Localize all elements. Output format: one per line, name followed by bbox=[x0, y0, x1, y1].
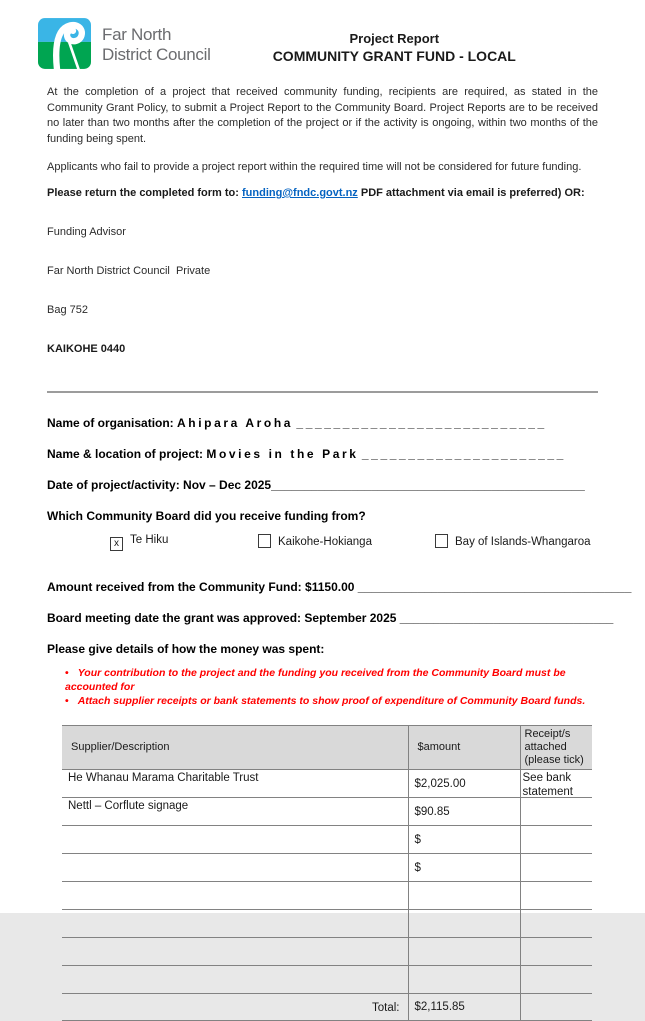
project-label: Name & location of project: bbox=[47, 447, 204, 461]
supplier-cell[interactable] bbox=[62, 938, 408, 966]
fndc-logo bbox=[38, 18, 211, 69]
amount-value[interactable]: $1150.00 bbox=[305, 580, 355, 594]
board-meeting-field bbox=[47, 611, 614, 626]
table-row bbox=[62, 798, 592, 826]
section-divider bbox=[47, 391, 598, 393]
amount-cell[interactable] bbox=[408, 966, 520, 994]
return-label: Please return the completed form to: bbox=[47, 187, 239, 199]
te-hiku-checkbox[interactable]: x bbox=[110, 537, 123, 551]
address-line-4: KAIKOHE 0440 bbox=[47, 343, 126, 355]
project-field bbox=[47, 447, 598, 462]
warning-paragraph: Applicants who fail to provide a project report within the required time will not be considered for future funding. bbox=[47, 161, 582, 173]
address-line-1: Funding Advisor bbox=[47, 226, 126, 238]
bay-of-islands-checkbox[interactable] bbox=[435, 534, 448, 548]
supplier-cell[interactable]: He Whanau Marama Charitable Trust bbox=[62, 770, 408, 798]
receipt-cell[interactable] bbox=[520, 826, 592, 854]
supplier-cell[interactable] bbox=[62, 966, 408, 994]
table-row bbox=[62, 882, 592, 910]
option-te-hiku bbox=[110, 534, 168, 551]
form-fields bbox=[47, 416, 632, 708]
amount-blank-line: _________________________________________ bbox=[357, 580, 632, 594]
kaikohe-hokianga-label: Kaikohe-Hokianga bbox=[278, 536, 372, 548]
board-meeting-blank-line: ________________________________ bbox=[399, 611, 614, 625]
total-value: $2,115.85 bbox=[408, 994, 520, 1021]
receipt-cell[interactable] bbox=[520, 882, 592, 910]
table-row bbox=[62, 854, 592, 882]
date-blank-line: _______________________________________________ bbox=[271, 478, 585, 492]
supplier-cell[interactable] bbox=[62, 826, 408, 854]
total-receipt-cell bbox=[520, 994, 592, 1021]
table-row bbox=[62, 910, 592, 938]
receipt-cell[interactable] bbox=[520, 910, 592, 938]
supplier-cell[interactable] bbox=[62, 882, 408, 910]
header-amount: $amount bbox=[408, 726, 520, 770]
community-board-options bbox=[47, 534, 598, 556]
amount-cell[interactable]: $2,025.00 bbox=[408, 770, 520, 798]
amount-field bbox=[47, 580, 632, 595]
amount-cell[interactable] bbox=[408, 910, 520, 938]
organisation-field bbox=[47, 416, 598, 431]
receipt-cell[interactable] bbox=[520, 854, 592, 882]
fndc-logo-text bbox=[102, 18, 211, 65]
date-field bbox=[47, 478, 598, 493]
table-row bbox=[62, 826, 592, 854]
supplier-cell[interactable]: Nettl – Corflute signage bbox=[62, 798, 408, 826]
option-bay-of-islands bbox=[435, 534, 591, 548]
receipt-cell[interactable] bbox=[520, 966, 592, 994]
amount-cell[interactable]: $ bbox=[408, 854, 520, 882]
address-line-2: Far North District Council Private bbox=[47, 265, 211, 277]
fund-title: COMMUNITY GRANT FUND - LOCAL bbox=[272, 48, 516, 64]
page-header bbox=[38, 18, 598, 69]
receipt-cell[interactable] bbox=[520, 798, 592, 826]
board-meeting-value[interactable]: September 2025 bbox=[304, 611, 397, 625]
funding-email-link[interactable]: funding@fndc.govt.nz bbox=[242, 187, 358, 199]
project-value[interactable]: Movies in the Park bbox=[206, 447, 359, 461]
expenditure-table bbox=[62, 725, 592, 1021]
bay-of-islands-label: Bay of Islands-Whangaroa bbox=[455, 536, 591, 548]
document-title bbox=[211, 18, 598, 64]
table-header-row bbox=[62, 726, 592, 770]
option-kaikohe-hokianga bbox=[258, 534, 372, 548]
fndc-koru-icon bbox=[38, 18, 91, 69]
total-label: Total: bbox=[62, 994, 408, 1021]
project-blank-line: ______________________ bbox=[361, 447, 566, 461]
date-label: Date of project/activity: bbox=[47, 478, 180, 492]
note-item: • Attach supplier receipts or bank statements to show proof of expenditure of Community Board funds. bbox=[65, 694, 598, 708]
return-suffix: PDF attachment via email is preferred) OR: bbox=[360, 187, 585, 199]
details-heading: Please give details of how the money was spent: bbox=[47, 642, 325, 656]
address-line-3: Bag 752 bbox=[47, 304, 88, 316]
header-receipt: Receipt/s attached (please tick) bbox=[520, 726, 592, 770]
postal-address bbox=[47, 200, 598, 382]
logo-line1: Far North bbox=[102, 25, 172, 44]
supplier-cell[interactable] bbox=[62, 854, 408, 882]
receipt-cell[interactable]: See bank statement bbox=[520, 770, 592, 798]
note-item: • Your contribution to the project and the funding you received from the Community Board must be accounted for bbox=[65, 666, 598, 694]
kaikohe-hokianga-checkbox[interactable] bbox=[258, 534, 271, 548]
logo-line2: District Council bbox=[102, 45, 211, 64]
amount-cell[interactable] bbox=[408, 938, 520, 966]
supplier-cell[interactable] bbox=[62, 910, 408, 938]
receipt-cell[interactable] bbox=[520, 938, 592, 966]
organisation-value[interactable]: Ahipara Aroha bbox=[177, 416, 294, 430]
amount-cell[interactable] bbox=[408, 882, 520, 910]
report-title: Project Report bbox=[349, 31, 440, 46]
header-supplier: Supplier/Description bbox=[62, 726, 408, 770]
amount-cell[interactable]: $ bbox=[408, 826, 520, 854]
amount-label: Amount received from the Community Fund: bbox=[47, 580, 302, 594]
table-row bbox=[62, 966, 592, 994]
table-row bbox=[62, 770, 592, 798]
board-meeting-label: Board meeting date the grant was approved: bbox=[47, 611, 302, 625]
community-board-question: Which Community Board did you receive funding from? bbox=[47, 509, 366, 523]
organisation-blank-line: ___________________________ bbox=[296, 416, 547, 430]
return-instructions bbox=[47, 187, 598, 199]
amount-cell[interactable]: $90.85 bbox=[408, 798, 520, 826]
te-hiku-label: Te Hiku bbox=[130, 534, 169, 546]
organisation-label: Name of organisation: bbox=[47, 416, 174, 430]
table-total-row bbox=[62, 994, 592, 1021]
table-row bbox=[62, 938, 592, 966]
intro-paragraph: At the completion of a project that received community funding, recipients are required, as stated in the Community Grant Policy, to submit a Project Report to the Community Board. Project Reports are to be received no later than two months after the completion of the project or if the activity is ongoing, within two months of the funding being spent. bbox=[47, 86, 598, 145]
notes-list bbox=[47, 666, 598, 708]
date-value[interactable]: Nov – Dec 2025 bbox=[183, 478, 272, 492]
